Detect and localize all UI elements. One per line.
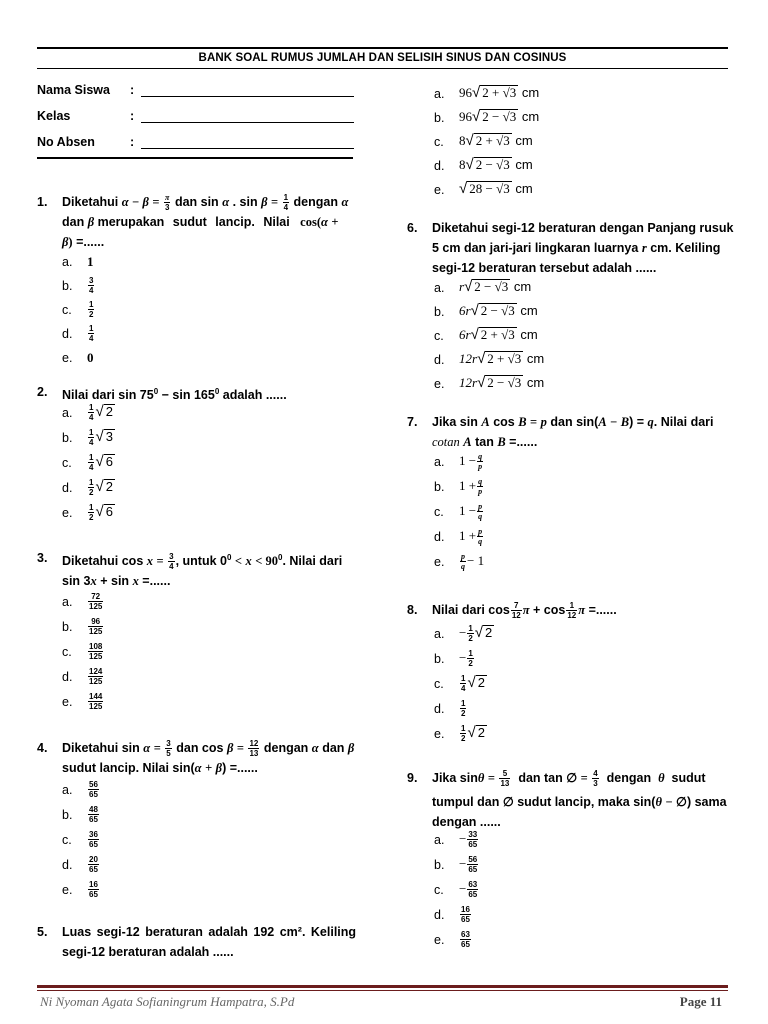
question-1-text: Diketahui α − β = $\frac{\pi}{3}$ dan sin α . sin β = $\frac{1}{4}$ dengan α dan β merupakan sudut lancip. Nilai cos(α + β) =...... <box>62 193 349 250</box>
page-title: BANK SOAL RUMUS JUMLAH DAN SELISIH SINUS DAN COSINUS <box>198 52 567 64</box>
class-label: Kelas <box>37 109 71 123</box>
class-blank-line[interactable] <box>141 122 354 123</box>
top-rule <box>37 47 728 49</box>
absen-label: No Absen <box>37 135 95 149</box>
name-label: Nama Siswa <box>37 83 110 97</box>
absen-blank-line[interactable] <box>141 148 354 149</box>
identity-rule <box>37 157 353 159</box>
footer-rule-thin <box>37 990 728 991</box>
footer-rule <box>37 985 728 988</box>
page-number: Page 11 <box>679 994 722 1009</box>
title-rule <box>37 68 728 69</box>
name-blank-line[interactable] <box>141 96 354 97</box>
footer-author: Ni Nyoman Agata Sofianingrum Hampatra, S.Pd <box>40 994 295 1009</box>
